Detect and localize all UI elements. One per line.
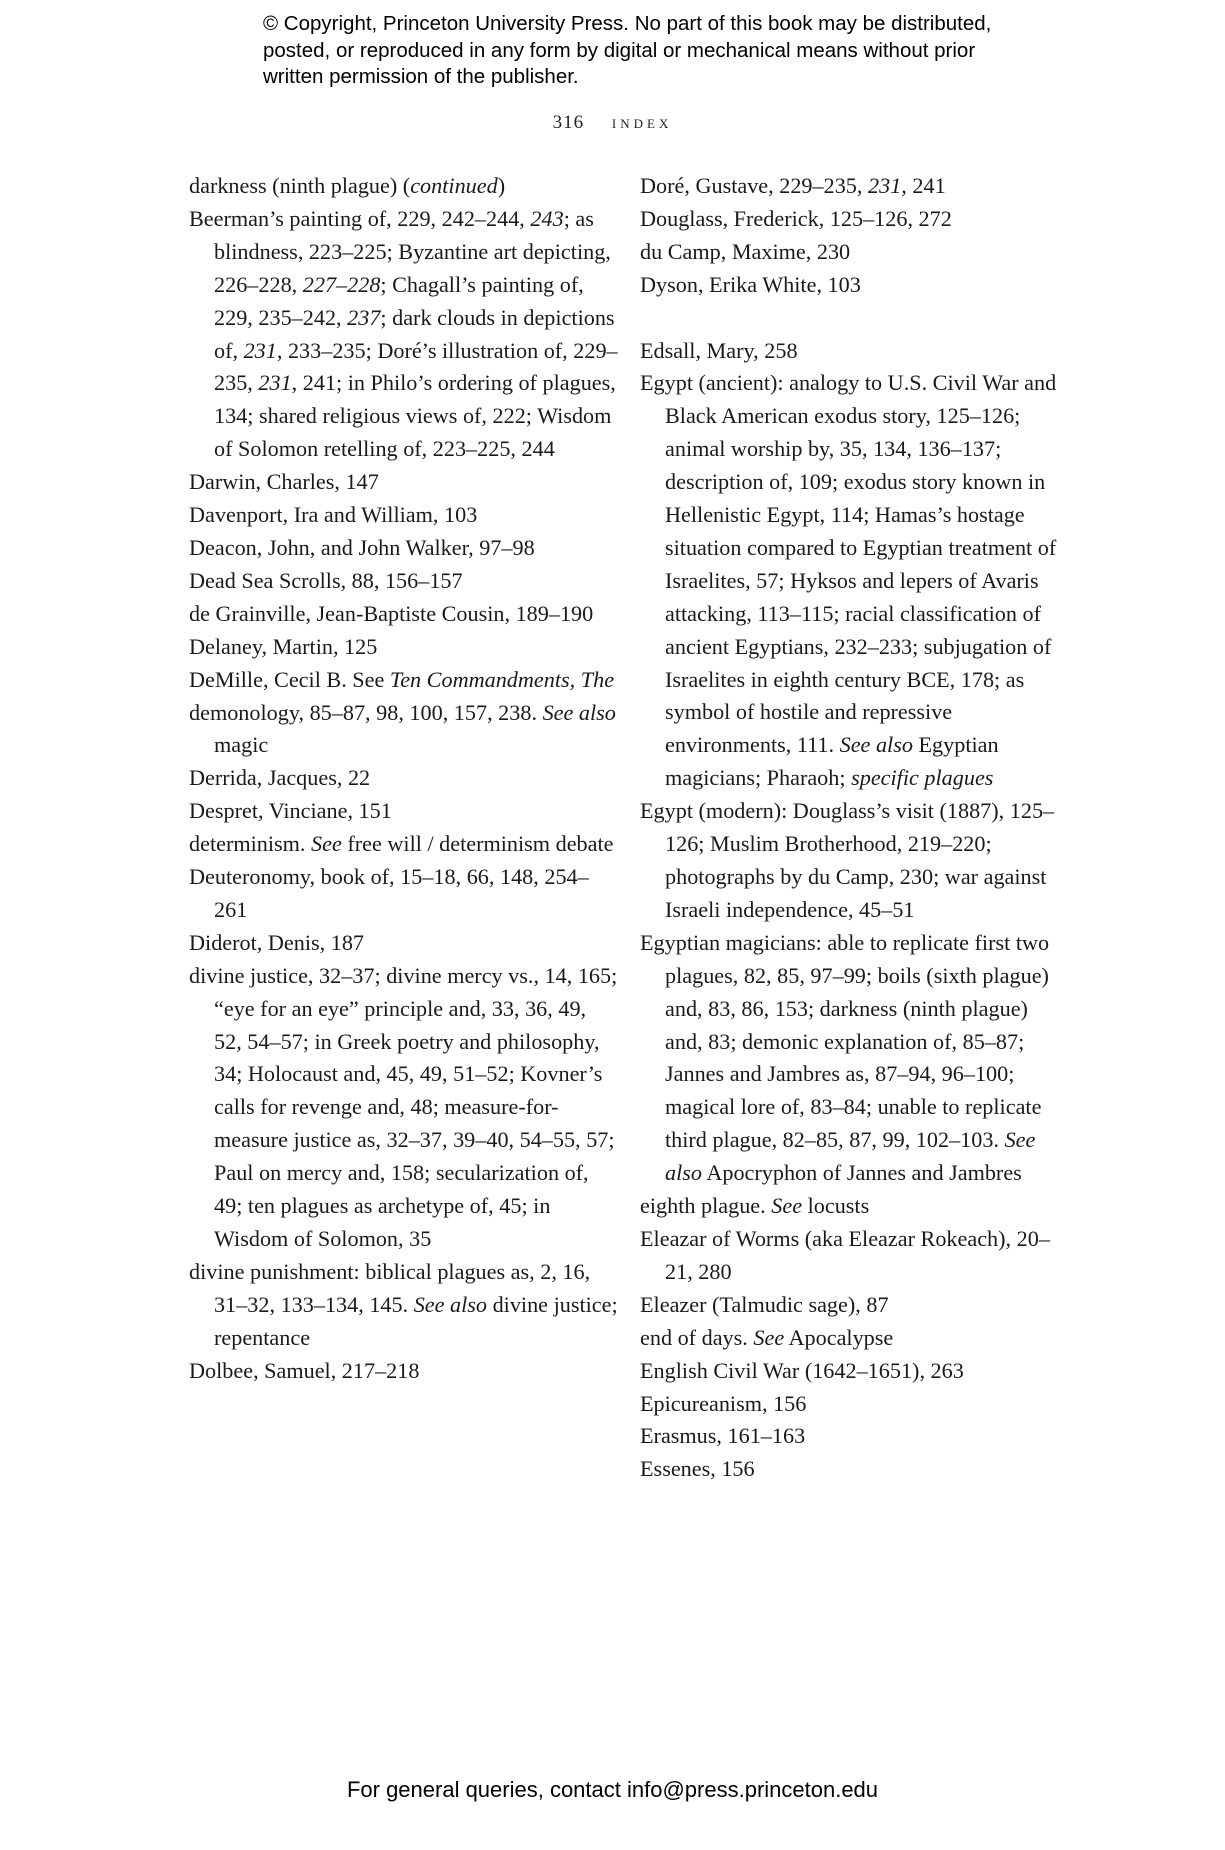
index-entry <box>640 203 1070 236</box>
index-entry <box>189 960 619 1256</box>
entry-text: DeMille, Cecil B. See <box>189 666 390 692</box>
entry-gap <box>640 302 1070 335</box>
index-entry <box>640 170 1070 203</box>
index-entry <box>189 795 619 828</box>
entry-text: Darwin, Charles, 147 <box>189 469 379 495</box>
index-entry <box>640 1420 1070 1453</box>
index-entry <box>640 1453 1070 1486</box>
entry-text: Beerman’s painting of, 229, 242–244, <box>189 205 531 231</box>
entry-text: See also <box>413 1291 488 1317</box>
index-entry <box>189 1256 619 1355</box>
index-entry <box>189 1355 619 1388</box>
entry-text: Deuteronomy, book of, 15–18, 66, 148, 254–261 <box>189 864 589 922</box>
entry-text: Delaney, Martin, 125 <box>189 633 378 659</box>
entry-text: divine justice, 32–37; divine mercy vs., 14, 165; “eye for an eye” principle and, 33, 36, 49, 52, 54–57; in Greek poetry and philosophy, 34; Holocaust and, 45, 49, 51–52; Kovner’s calls for revenge and, 48; measure-for-measure justice as, 32–37, 39–40, 54–55, 57; Paul on mercy and, 158; secularization of, 49; ten plagues as archetype of, 45; in Wisdom of Solomon, 35 <box>189 962 618 1251</box>
index-column-left <box>189 170 619 1388</box>
index-entry <box>640 1388 1070 1421</box>
entry-text: Egyptian magicians; Pharaoh; <box>665 732 999 791</box>
index-entry <box>189 828 619 861</box>
index-entry <box>189 466 619 499</box>
entry-text: ; Chagall’s painting of, 229, 235–242, <box>214 271 584 330</box>
index-entry <box>640 1355 1070 1388</box>
index-entry <box>640 1190 1070 1223</box>
entry-text: 227–228 <box>302 271 381 297</box>
entry-text: , 233–235; Doré’s illustration of, 229–235, <box>214 337 618 396</box>
entry-text: Eleazer (Talmudic sage), 87 <box>640 1291 889 1317</box>
entry-text: 237 <box>347 304 381 330</box>
entry-text: Douglass, Frederick, 125–126, 272 <box>640 205 952 231</box>
entry-text: demonology, 85–87, 98, 100, 157, 238. <box>189 699 543 725</box>
index-entry <box>640 1223 1070 1289</box>
page-number: 316 <box>552 112 585 133</box>
entry-text: , 241 <box>901 173 946 198</box>
entry-text: determinism. <box>189 831 312 857</box>
index-entry <box>189 598 619 631</box>
entry-text: See <box>311 831 342 857</box>
entry-text: eighth plague. <box>640 1193 772 1219</box>
entry-text: Diderot, Denis, 187 <box>189 929 365 955</box>
index-entry <box>640 795 1070 927</box>
copyright-notice: © Copyright, Princeton University Press. No part of this book may be distributed, posted, or reproduced in any form by digital or mechanical means without prior written permission of the publisher. <box>263 12 992 88</box>
entry-text: locusts <box>802 1193 870 1219</box>
index-entry <box>640 367 1070 795</box>
entry-text: Eleazar of Worms (aka Eleazar Rokeach), 20–21, 280 <box>640 1225 1050 1284</box>
entry-text: English Civil War (1642–1651), 263 <box>640 1357 964 1383</box>
entry-text: free will / determinism debate <box>341 831 614 857</box>
entry-text: Erasmus, 161–163 <box>640 1423 806 1449</box>
entry-text: end of days. <box>640 1324 754 1350</box>
entry-text: See <box>771 1193 803 1219</box>
entry-text: See <box>753 1324 785 1350</box>
index-entry <box>189 664 619 697</box>
entry-text: Dyson, Erika White, 103 <box>640 271 861 297</box>
entry-text: Epicureanism, 156 <box>640 1390 807 1416</box>
entry-text: magic <box>214 732 269 758</box>
index-entry <box>640 236 1070 269</box>
index-entry <box>189 532 619 565</box>
entry-text: Deacon, John, and John Walker, 97–98 <box>189 534 535 560</box>
index-entry <box>189 927 619 960</box>
index-entry <box>189 697 619 763</box>
section-title: index <box>611 112 673 133</box>
index-entry <box>640 1322 1070 1355</box>
entry-text: See also <box>542 699 616 725</box>
entry-text: ; as blindness, 223–225; Byzantine art depicting, 226–228, <box>214 205 611 297</box>
entry-text: Despret, Vinciane, 151 <box>189 798 392 824</box>
index-entry <box>189 762 619 795</box>
entry-text: Apocryphon of Jannes and Jambres <box>702 1160 1022 1186</box>
entry-text: 243 <box>530 205 564 231</box>
index-entry <box>640 1289 1070 1322</box>
entry-text: Ten Commandments, The <box>389 666 615 692</box>
entry-text: , 241; in Philo’s ordering of plagues, 134; shared religious views of, 222; Wisdom of Solomon retelling of, 223–225, 244 <box>214 370 616 462</box>
footer-contact: For general queries, contact info@press.princeton.edu <box>346 1777 879 1802</box>
index-entry <box>189 170 619 203</box>
entry-text: ) <box>497 173 506 198</box>
entry-text: Egypt (modern): Douglass’s visit (1887), 125–126; Muslim Brotherhood, 219–220; photographs by du Camp, 230; war against Israeli independence, 45–51 <box>640 798 1055 922</box>
entry-text: 231 <box>868 173 902 198</box>
entry-text: specific plagues <box>851 765 994 791</box>
entry-text: Apocalypse <box>784 1324 894 1350</box>
index-entry <box>189 631 619 664</box>
entry-text: Edsall, Mary, 258 <box>640 337 798 363</box>
entry-text: Dolbee, Samuel, 217–218 <box>189 1357 420 1383</box>
entry-text: divine justice; repentance <box>214 1291 618 1350</box>
entry-text: divine punishment: biblical plagues as, 2, 16, 31–32, 133–134, 145. <box>189 1258 591 1317</box>
entry-text: de Grainville, Jean-Baptiste Cousin, 189–190 <box>189 600 594 626</box>
index-entry <box>640 269 1070 302</box>
running-head <box>0 112 1225 134</box>
entry-text: ; dark clouds in depictions of, <box>214 304 615 363</box>
entry-text: 231 <box>258 370 292 396</box>
index-entry <box>189 861 619 927</box>
entry-text: Dead Sea Scrolls, 88, 156–157 <box>189 567 463 593</box>
index-entry <box>640 927 1070 1190</box>
index-entry <box>189 203 619 466</box>
entry-text: darkness (ninth plague) ( <box>189 173 411 198</box>
entry-text: 231 <box>243 337 277 363</box>
index-entry <box>189 499 619 532</box>
entry-text: Egyptian magicians: able to replicate first two plagues, 82, 85, 97–99; boils (sixth plague) and, 83, 86, 153; darkness (ninth plague) and, 83; demonic explanation of, 85–87; Jannes and Jambres as, 87–94, 96–100; magical lore of, 83–84; unable to replicate third plague, 82–85, 87, 99, 102–103. <box>640 929 1050 1153</box>
entry-text: Essenes, 156 <box>640 1456 755 1482</box>
entry-text: Derrida, Jacques, 22 <box>189 765 371 791</box>
index-column-right <box>640 170 1070 1486</box>
entry-text: Egypt (ancient): analogy to U.S. Civil War and Black American exodus story, 125–126; animal worship by, 35, 134, 136–137; description of, 109; exodus story known in Hellenistic Egypt, 114; Hamas’s hostage situation compared to Egyptian treatment of Israelites, 57; Hyksos and lepers of Avaris attacking, 113–115; racial classification of ancient Egyptians, 232–233; subjugation of Israelites in eighth century BCE, 178; as symbol of hostile and repressive environments, 111. <box>640 370 1057 758</box>
index-entry <box>640 335 1070 368</box>
index-entry <box>189 565 619 598</box>
entry-text: Davenport, Ira and William, 103 <box>189 502 478 528</box>
entry-text: du Camp, Maxime, 230 <box>640 238 851 264</box>
entry-text: continued <box>410 173 498 198</box>
entry-text: Doré, Gustave, 229–235, <box>640 173 868 198</box>
entry-text: See also <box>665 1127 1036 1186</box>
entry-text: See also <box>839 732 913 758</box>
